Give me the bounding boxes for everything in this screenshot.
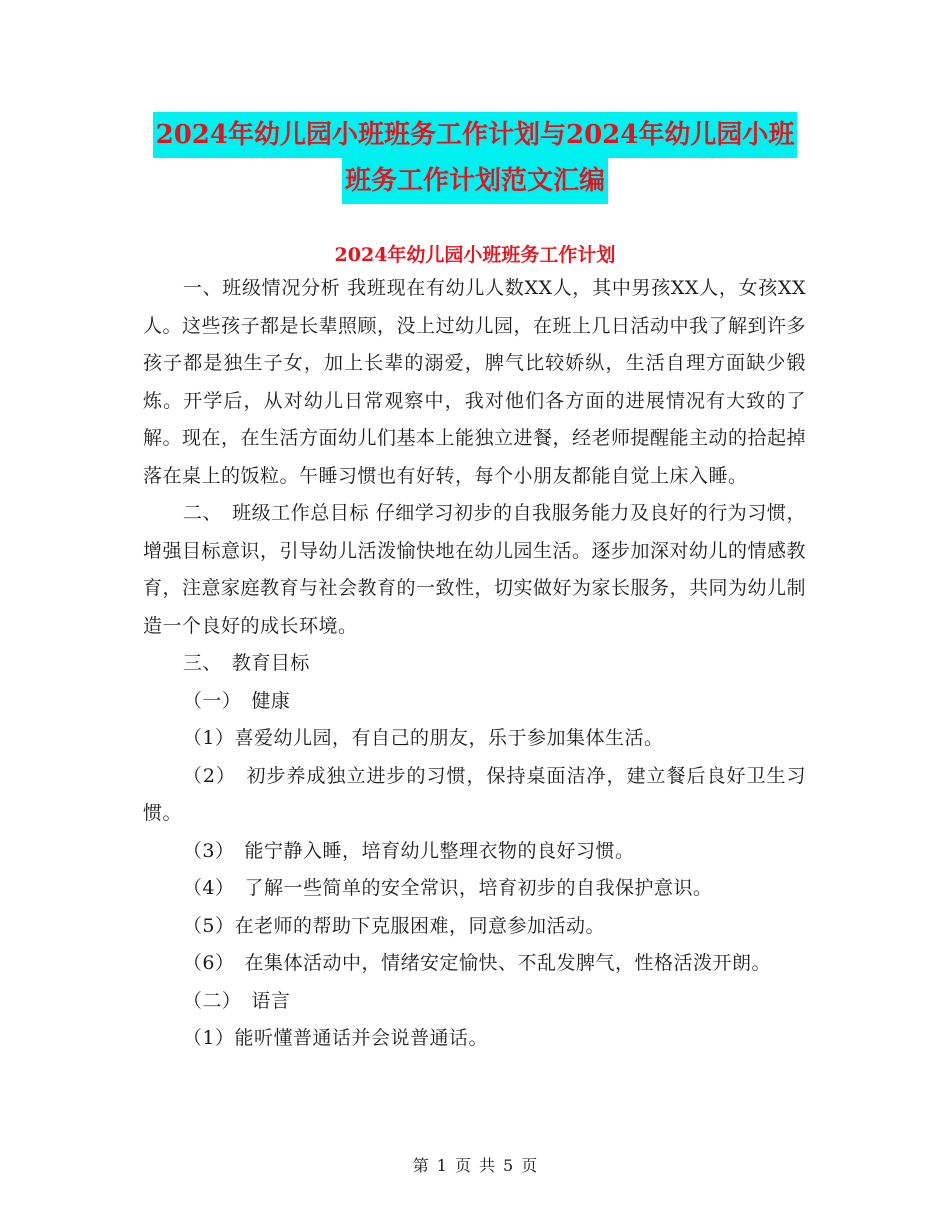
list-item-health-6: （6） 在集体活动中，情绪安定愉快、不乱发脾气，性格活泼开朗。 bbox=[182, 952, 771, 974]
footer-total-prefix: 共 bbox=[479, 1156, 496, 1175]
section-title: 2024年幼儿园小班班务工作计划 bbox=[334, 244, 616, 266]
heading-health: （一） 健康 bbox=[182, 689, 291, 712]
document-title-line-1: 2024年幼儿园小班班务工作计划与2024年幼儿园小班 bbox=[153, 112, 798, 158]
document-title bbox=[0, 112, 950, 204]
paragraph-class-analysis: 一、班级情况分析 我班现在有幼儿人数XX人，其中男孩XX人，女孩XX人。这些孩子都是长辈照顾，没上过幼儿园，在班上几日活动中我了解到许多孩子都是独生子女，加上长辈的溺爱，脾气比较娇纵，生活自理方面缺少锻炼。开学后，从对幼儿日常观察中，我对他们各方面的进展情况有大致的了解。现在，在生活方面幼儿们基本上能独立进餐，经老师提醒能主动的拾起掉落在桌上的饭粒。午睡习惯也有好转，每个小朋友都能自觉上床入睡。 bbox=[143, 277, 807, 487]
list-item-health-4: （4） 了解一些简单的安全常识，培育初步的自我保护意识。 bbox=[182, 877, 713, 899]
footer-prefix: 第 bbox=[412, 1156, 429, 1175]
paragraph-overall-goal: 二、 班级工作总目标 仔细学习初步的自我服务能力及良好的行为习惯，增强目标意识，引导幼儿活泼愉快地在幼儿园生活。逐步加深对幼儿的情感教育，注意家庭教育与社会教育的一致性，切实做好为家长服务，共同为幼儿制造一个良好的成长环境。 bbox=[143, 502, 807, 637]
footer-page-unit: 页 bbox=[454, 1156, 471, 1175]
document-body bbox=[143, 270, 806, 1058]
page-footer bbox=[0, 1153, 950, 1176]
list-item-health-5: （5）在老师的帮助下克服困难，同意参加活动。 bbox=[182, 914, 605, 937]
heading-language: （二） 语言 bbox=[182, 989, 291, 1012]
list-item-health-2: （2） 初步养成独立进步的习惯，保持桌面洁净，建立餐后良好卫生习惯。 bbox=[143, 764, 806, 824]
document-title-line-2: 班务工作计划范文汇编 bbox=[342, 158, 608, 204]
list-item-health-1: （1）喜爱幼儿园，有自己的朋友，乐于参加集体生活。 bbox=[182, 727, 664, 749]
list-item-health-3: （3） 能宁静入睡，培育幼儿整理衣物的良好习惯。 bbox=[182, 839, 635, 862]
list-item-language-1: （1）能听懂普通话并会说普通话。 bbox=[182, 1027, 488, 1049]
footer-total-pages: 5 bbox=[503, 1156, 514, 1175]
footer-page-number: 1 bbox=[436, 1156, 447, 1175]
heading-education-goals: 三、 教育目标 bbox=[182, 652, 310, 674]
footer-total-unit: 页 bbox=[521, 1156, 538, 1175]
